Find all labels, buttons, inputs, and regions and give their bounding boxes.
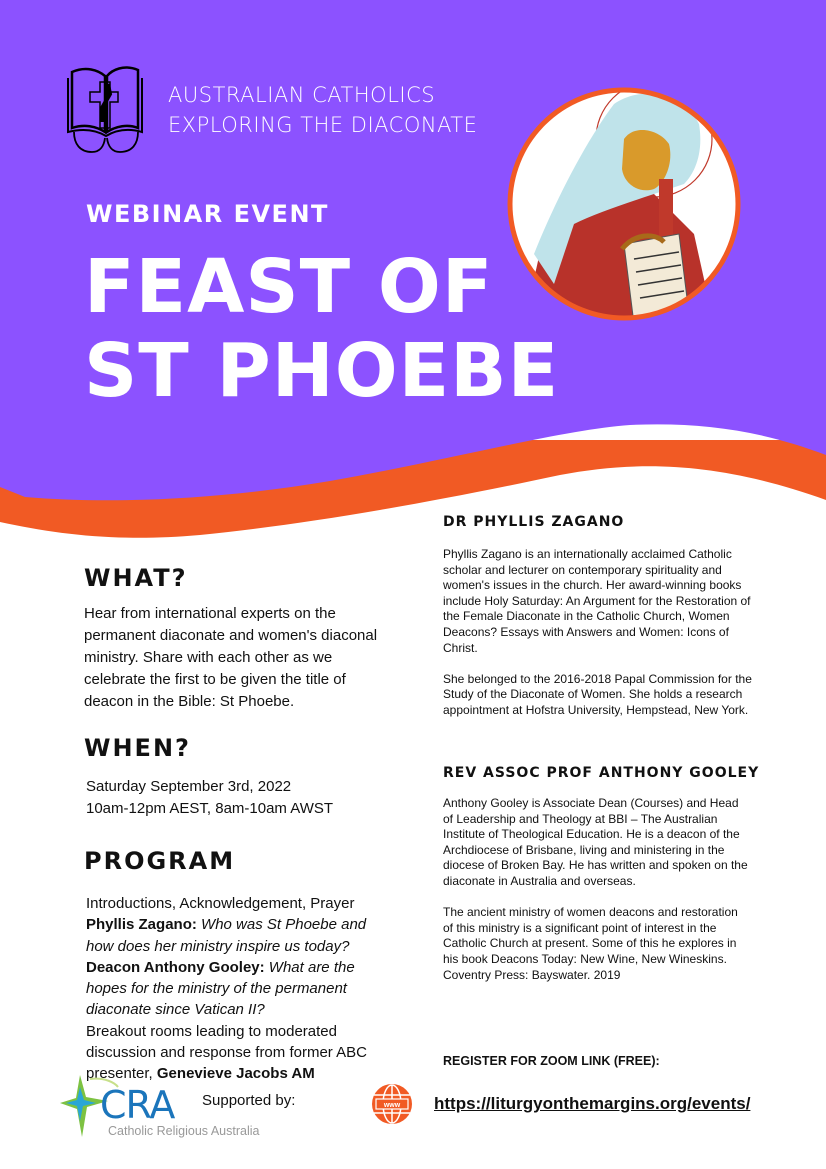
program-speaker: Phyllis Zagano: xyxy=(86,916,197,934)
event-title xyxy=(84,245,559,413)
org-line-2: EXPLORING THE DIACONATE xyxy=(168,113,478,137)
event-date-time xyxy=(86,776,333,820)
event-kicker: WEBINAR EVENT xyxy=(86,200,329,228)
bio-paragraph: The ancient ministry of women deacons and restoration of this ministry is a significant point of interest in the Catholic Church at present. Some of this he explores in his book Deacons Today: New Wine, New Wineskins. Coventry Press: Bayswater. 2019 xyxy=(443,905,738,982)
cra-full-name: Catholic Religious Australia xyxy=(108,1124,260,1138)
program-item xyxy=(86,914,368,957)
speaker-name: DR PHYLLIS ZAGANO xyxy=(443,514,625,530)
st-phoebe-icon-image xyxy=(504,84,744,324)
speaker-bio xyxy=(443,547,755,734)
svg-text:www: www xyxy=(383,1102,401,1109)
cra-abbrev: CRA xyxy=(100,1083,175,1127)
program-speaker: Deacon Anthony Gooley: xyxy=(86,958,265,976)
what-heading: WHAT? xyxy=(84,564,188,592)
bio-paragraph: She belonged to the 2016-2018 Papal Commission for the Study of the Diaconate of Women. She holds a research appointment at Hofstra University, Hempstead, New York. xyxy=(443,671,752,717)
program-item xyxy=(86,957,368,1021)
what-description: Hear from international experts on the permanent diaconate and women's diaconal ministry. Share with each other as we celebrate the first to be given the title of deacon in the Bible: St Phoebe. xyxy=(84,605,378,710)
organisation-name xyxy=(168,80,477,140)
program-list xyxy=(86,893,368,1085)
speaker-name: REV ASSOC PROF ANTHONY GOOLEY xyxy=(443,765,760,781)
moderator-name: Genevieve Jacobs AM xyxy=(156,1065,315,1083)
globe-www-icon xyxy=(371,1083,413,1125)
book-cross-hands-logo xyxy=(66,64,146,156)
when-heading: WHEN? xyxy=(84,734,191,762)
org-line-1: AUSTRALIAN CATHOLICS xyxy=(168,83,436,107)
title-line-1: FEAST OF xyxy=(84,244,494,330)
supported-by-label: Supported by: xyxy=(202,1092,296,1109)
program-breakout: Breakout rooms leading to moderated discussion and response from former ABC presenter, xyxy=(86,1022,367,1083)
program-topic: Who was St Phoebe and how does her ministry inspire us today? xyxy=(86,916,367,955)
bio-paragraph: Anthony Gooley is Associate Dean (Courses) and Head of Leadership and Theology at BBI – The Australian Institute of Theological Education. He is a deacon of the Archdiocese of Brisbane, living and ministering in the diocese of Broken Bay. He has written and spoken on the diaconate in Australia and overseas. xyxy=(443,796,748,888)
program-topic: What are the hopes for the ministry of the permanent diaconate since Vatican II? xyxy=(86,958,355,1019)
speaker-bio xyxy=(443,796,748,999)
register-label: REGISTER FOR ZOOM LINK (FREE): xyxy=(443,1054,660,1068)
program-heading: PROGRAM xyxy=(84,847,236,875)
program-intro: Introductions, Acknowledgement, Prayer xyxy=(86,895,355,912)
bio-paragraph: Phyllis Zagano is an internationally acclaimed Catholic scholar and lecturer on contemporary spirituality and women's issues in the church. Her award-winning books include Holy Saturday: An Argument for the Restoration of the Female Diaconate in the Catholic Church, Women Deacons? Essays with Answers and Women: Icons of Christ. xyxy=(443,547,751,655)
registration-link[interactable]: https://liturgyonthemargins.org/events/ xyxy=(434,1094,751,1113)
event-time: 10am-12pm AEST, 8am-10am AWST xyxy=(86,800,334,817)
event-date: Saturday September 3rd, 2022 xyxy=(86,778,292,795)
title-line-2: ST PHOEBE xyxy=(84,328,560,414)
